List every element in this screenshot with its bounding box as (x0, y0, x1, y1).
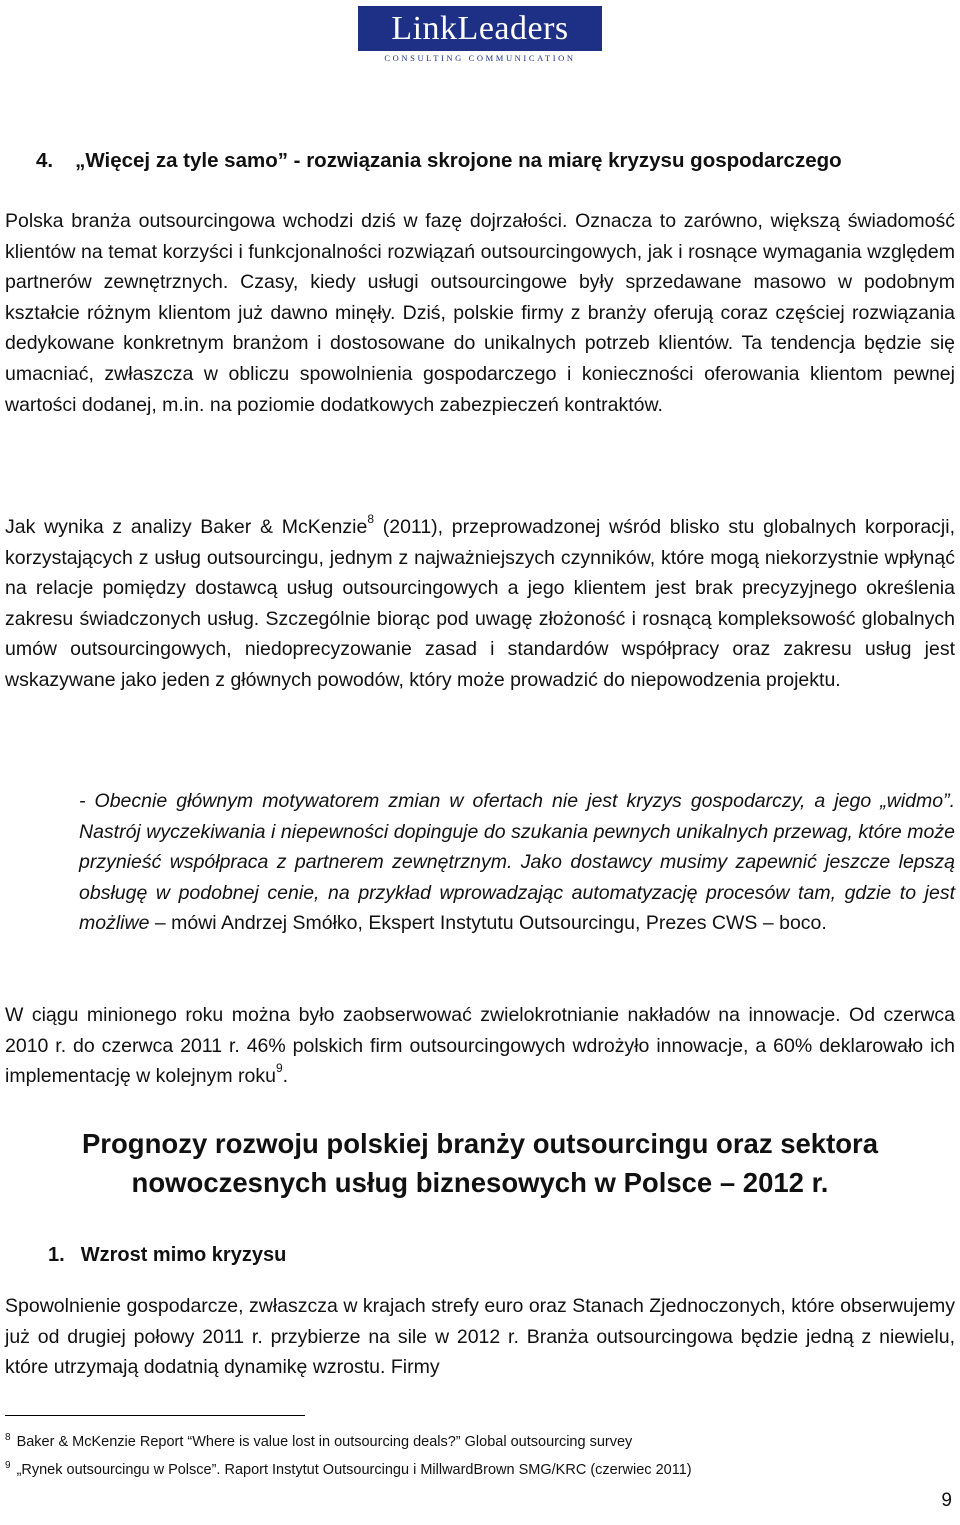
subsection-heading (48, 1240, 286, 1270)
body-paragraph-1: Polska branża outsourcingowa wchodzi dziś w fazę dojrzałości. Oznacza to zarówno, większą świadomość klientów na temat korzyści i funkcjonalności rozwiązań outsourcingowych, jak i rosnące wymagania względem partnerów zewnętrznych. Czasy, kiedy usługi outsourcingowe były sprzedawane masowo w podobnym kształcie różnym klientom już dawno minęły. Dziś, polskie firmy z branży oferują coraz częściej rozwiązania dedykowane konkretnym branżom i dostosowane do unikalnych potrzeb klientów. Ta tendencja będzie się umacniać, zwłaszcza w obliczu spowolnienia gospodarczego i konieczności oferowania klientom pewnej wartości dodanej, m.in. na poziomie dodatkowych zabezpieczeń kontraktów. (5, 210, 955, 416)
page-number: 9 (941, 1490, 952, 1511)
subsection-number: 1. (48, 1244, 65, 1266)
logo-badge (358, 6, 602, 51)
logo-tagline: CONSULTING COMMUNICATION (384, 53, 576, 63)
quote-text: - Obecnie głównym motywatorem zmian w ofertach nie jest kryzys gospodarczy, a jego „widmo”. Nastrój wyczekiwania i niepewności dopinguje do szukania pewnych unikalnych przewag, które może przynieść współpraca z partnerem zewnętrznym. Jako dostawcy musimy zapewnić jeszcze lepszą obsługę w podobnej cenie, na przykład wprowadzając automatyzację procesów tam, gdzie to jest możliwe (79, 790, 955, 935)
footnote-divider (5, 1415, 305, 1416)
paragraph-text: . (282, 1065, 289, 1088)
linkleaders-logo (358, 6, 602, 64)
paragraph-text: Jak wynika z analizy Baker & McKenzie (5, 516, 368, 538)
subsection-title: Wzrost mimo kryzysu (80, 1244, 287, 1266)
footnote-9 (5, 1454, 955, 1482)
section-title: „Więcej za tyle samo” - rozwiązania skrojone na miarę kryzysu gospodarczego (75, 149, 842, 172)
body-paragraph-2 (5, 512, 955, 696)
footnote-reference-9[interactable]: 9 (275, 1061, 283, 1076)
footnote-text: Baker & McKenzie Report “Where is value lost in outsourcing deals?” Global outsourcing survey (16, 1434, 633, 1450)
footnote-reference-8[interactable]: 8 (367, 512, 375, 526)
footnote-8 (5, 1426, 955, 1454)
footnotes (5, 1426, 955, 1482)
paragraph-text: (2011), przeprowadzonej wśród blisko stu globalnych korporacji, korzystających z usług outsourcingu, jednym z najważniejszych czynników, które mogą niekorzystnie wpłynąć na relacje pomiędzy dostawcą usług outsourcingowych a jego klientem jest brak precyzyjnego określenia zakresu świadczonych usług. Szczególnie biorąc pod uwagę złożoność i rosnącą kompleksowość globalnych umów outsourcingowych, niedoprecyzowanie zasad i standardów współpracy oraz zakresu usług jest wskazywane jako jeden z głównych powodów, który może prowadzić do niepowodzenia projektu. (5, 516, 956, 691)
footnote-number: 8 (5, 1432, 11, 1443)
footnote-text: „Rynek outsourcingu w Polsce”. Raport Instytut Outsourcingu i MillwardBrown SMG/KRC (czerwiec 2011) (16, 1462, 692, 1478)
body-paragraph-3 (5, 1000, 955, 1092)
paragraph-text: W ciągu minionego roku można było zaobserwować zwielokrotnianie nakładów na innowacje. Od czerwca 2010 r. do czerwca 2011 r. 46% polskich firm outsourcingowych wdrożyło innowacje, a 60% deklarowało ich implementację w kolejnym roku (5, 1004, 955, 1088)
quote-attribution: – mówi Andrzej Smółko, Ekspert Instytutu Outsourcingu, Prezes CWS – boco. (149, 912, 827, 935)
footnote-number: 9 (5, 1460, 11, 1471)
body-paragraph-4: Spowolnienie gospodarcze, zwłaszcza w krajach strefy euro oraz Stanach Zjednoczonych, które obserwujemy już od drugiej połowy 2011 r. przybierze na sile w 2012 r. Branża outsourcingowa będzie jedną z niewielu, które utrzymają dodatnią dynamikę wzrostu. Firmy (5, 1295, 955, 1379)
section-number: 4. (36, 149, 54, 172)
main-title: Prognozy rozwoju polskiej branży outsourcingu oraz sektora nowoczesnych usług biznesowych w Polsce – 2012 r. (81, 1128, 879, 1198)
section-heading (36, 146, 842, 176)
logo-wordmark: LinkLeaders (391, 9, 569, 47)
quote-paragraph (79, 786, 955, 939)
